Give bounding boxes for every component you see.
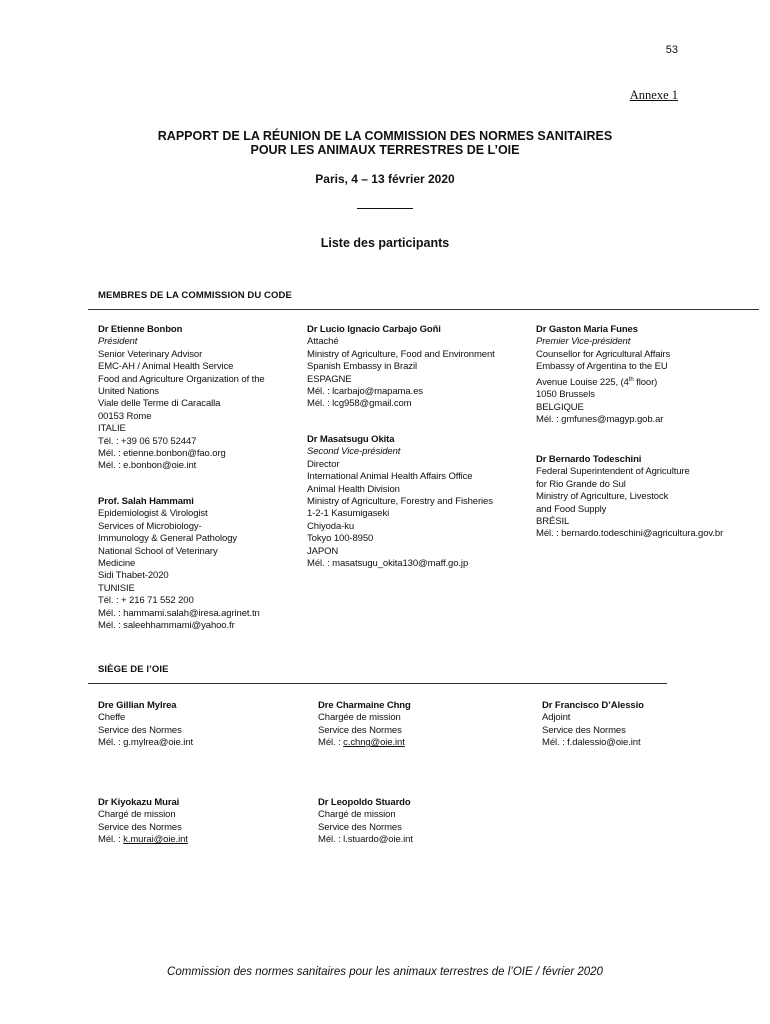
staff-email[interactable]: Mél. : g.mylrea@oie.int <box>98 737 193 749</box>
report-title-line-1: RAPPORT DE LA RÉUNION DE LA COMMISSION DES NORMES SANITAIRES <box>157 129 613 143</box>
participants-list-title: Liste des participants <box>320 236 450 250</box>
staff-name: Dre Charmaine Chng <box>318 700 411 711</box>
section-heading-commission: MEMBRES DE LA COMMISSION DU CODE <box>98 290 292 301</box>
staff-email[interactable]: Mél. : f.dalessio@oie.int <box>542 737 641 749</box>
member-phone: Tél. : +39 06 570 52447 <box>98 435 197 447</box>
member-detail: Medicine <box>98 558 136 570</box>
member-detail: 1050 Brussels <box>536 389 595 401</box>
member-detail: Embassy of Argentina to the EU <box>536 361 668 373</box>
staff-card <box>98 797 188 847</box>
member-email[interactable]: Mél. : lcg958@gmail.com <box>307 398 412 410</box>
title-divider <box>357 208 413 209</box>
member-detail: Tokyo 100-8950 <box>307 533 374 545</box>
member-detail: Epidemiologist & Virologist <box>98 508 208 520</box>
member-detail: Viale delle Terme di Caracalla <box>98 398 221 410</box>
member-role: Premier Vice-président <box>536 336 631 348</box>
member-card <box>536 324 670 426</box>
member-detail: BRÉSIL <box>536 516 570 528</box>
page-number: 53 <box>665 44 678 56</box>
staff-email[interactable]: Mél. : l.stuardo@oie.int <box>318 834 413 846</box>
member-detail: BELGIQUE <box>536 401 584 413</box>
member-detail: and Food Supply <box>536 503 607 515</box>
member-email[interactable]: Mél. : etienne.bonbon@fao.org <box>98 448 226 460</box>
address-text-end: floor) <box>633 376 658 388</box>
staff-card <box>318 797 413 847</box>
member-email[interactable]: Mél. : e.bonbon@oie.int <box>98 460 197 472</box>
member-name: Dr Lucio Ignacio Carbajo Goñi <box>307 324 441 335</box>
member-detail: Director <box>307 458 340 470</box>
member-detail: TUNISIE <box>98 582 135 594</box>
report-title-line-2: POUR LES ANIMAUX TERRESTRES DE L’OIE <box>250 143 520 157</box>
member-detail: Spanish Embassy in Brazil <box>307 361 417 373</box>
member-detail: Federal Superintendent of Agriculture <box>536 466 690 478</box>
member-detail: JAPON <box>307 545 339 557</box>
staff-detail: Service des Normes <box>542 724 626 736</box>
member-card <box>98 324 265 473</box>
member-detail: Ministry of Agriculture, Livestock <box>536 491 669 503</box>
staff-card <box>98 700 193 750</box>
member-name: Dr Bernardo Todeschini <box>536 454 642 465</box>
staff-email-row <box>98 834 188 846</box>
member-detail: 1-2-1 Kasumigaseki <box>307 508 390 520</box>
email-label: Mél. : <box>318 737 344 749</box>
member-email[interactable]: Mél. : gmfunes@magyp.gob.ar <box>536 414 664 425</box>
page-footer: Commission des normes sanitaires pour les animaux terrestres de l’OIE / février 2020 <box>167 966 603 978</box>
member-detail: Attaché <box>307 336 339 348</box>
section-divider <box>88 309 759 310</box>
member-detail: Counsellor for Agricultural Affairs <box>536 348 671 360</box>
staff-detail: Chargé de mission <box>318 809 396 821</box>
member-detail: Services of Microbiology- <box>98 520 202 532</box>
member-detail: Animal Health Division <box>307 483 400 495</box>
staff-name: Dr Leopoldo Stuardo <box>318 797 411 808</box>
member-detail: International Animal Health Affairs Office <box>307 471 473 483</box>
member-email[interactable]: Mél. : bernardo.todeschini@agricultura.gov.br <box>536 528 724 540</box>
member-detail: Senior Veterinary Advisor <box>98 348 203 360</box>
staff-detail: Service des Normes <box>318 724 402 736</box>
member-detail: ESPAGNE <box>307 373 352 385</box>
staff-detail: Service des Normes <box>98 724 182 736</box>
staff-name: Dr Francisco D’Alessio <box>542 700 644 711</box>
address-text: Avenue Louise 225, (4 <box>536 376 629 388</box>
member-detail: Immunology & General Pathology <box>98 533 238 545</box>
staff-detail: Chargée de mission <box>318 712 401 724</box>
staff-detail: Chargé de mission <box>98 809 176 821</box>
staff-card <box>542 700 644 750</box>
member-email[interactable]: Mél. : masatsugu_okita130@maff.go.jp <box>307 558 469 570</box>
member-card <box>307 434 493 570</box>
member-phone: Tél. : + 216 71 552 200 <box>98 595 194 607</box>
member-name: Dr Masatsugu Okita <box>307 434 395 445</box>
email-link[interactable]: k.murai@oie.int <box>123 834 188 846</box>
member-name: Dr Etienne Bonbon <box>98 324 183 335</box>
section-heading-siege: SIÈGE DE l’OIE <box>98 664 169 675</box>
member-email[interactable]: Mél. : lcarbajo@mapama.es <box>307 386 423 398</box>
member-detail: National School of Veterinary <box>98 545 218 557</box>
member-detail: Ministry of Agriculture, Food and Environment <box>307 348 495 360</box>
staff-name: Dre Gillian Mylrea <box>98 700 177 711</box>
member-card <box>98 496 260 632</box>
meeting-dates: Paris, 4 – 13 février 2020 <box>315 172 455 186</box>
staff-detail: Cheffe <box>98 712 126 724</box>
member-detail: Sidi Thabet-2020 <box>98 570 169 582</box>
member-email[interactable]: Mél. : saleehhammami@yahoo.fr <box>98 620 235 632</box>
member-detail <box>536 374 670 390</box>
member-role: Président <box>98 336 138 348</box>
member-detail: ITALIE <box>98 423 126 435</box>
staff-card <box>318 700 411 750</box>
email-label: Mél. : <box>98 834 124 846</box>
member-detail: Ministry of Agriculture, Forestry and Fisheries <box>307 496 493 508</box>
member-detail: United Nations <box>98 386 159 398</box>
member-card <box>307 324 495 411</box>
staff-email-row <box>318 737 411 749</box>
staff-detail: Service des Normes <box>98 821 182 833</box>
member-name: Prof. Salah Hammami <box>98 496 194 507</box>
staff-detail: Service des Normes <box>318 821 402 833</box>
member-email[interactable]: Mél. : hammami.salah@iresa.agrinet.tn <box>98 607 260 619</box>
email-link[interactable]: c.chng@oie.int <box>343 737 405 749</box>
member-card <box>536 454 723 541</box>
member-detail: 00153 Rome <box>98 410 152 422</box>
annexe-label: Annexe 1 <box>629 88 678 102</box>
staff-detail: Adjoint <box>542 712 571 724</box>
floor-superscript: th <box>628 376 634 383</box>
member-role: Second Vice-président <box>307 446 401 458</box>
member-detail: EMC-AH / Animal Health Service <box>98 361 234 373</box>
member-name: Dr Gaston Maria Funes <box>536 324 638 335</box>
member-detail: for Rio Grande do Sul <box>536 478 626 490</box>
member-detail: Chiyoda-ku <box>307 520 355 532</box>
section-divider <box>88 683 667 684</box>
member-detail: Food and Agriculture Organization of the <box>98 373 265 385</box>
staff-name: Dr Kiyokazu Murai <box>98 797 180 808</box>
